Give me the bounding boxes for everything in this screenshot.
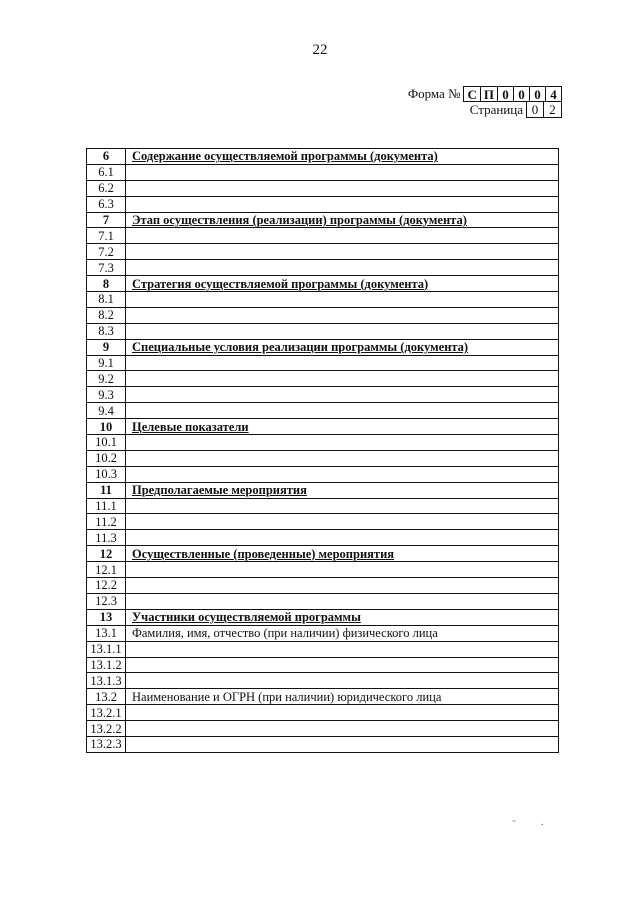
row-number: 9 xyxy=(87,339,126,355)
row-number: 11.2 xyxy=(87,514,126,530)
row-content: Участники осуществляемой программы xyxy=(126,609,559,625)
section-row xyxy=(87,482,559,498)
table-row xyxy=(87,721,559,737)
row-number: 12.3 xyxy=(87,593,126,609)
row-content xyxy=(126,292,559,308)
table-row xyxy=(87,466,559,482)
table-row xyxy=(87,450,559,466)
row-number: 9.4 xyxy=(87,403,126,419)
row-number: 13.1.2 xyxy=(87,657,126,673)
row-number: 8 xyxy=(87,276,126,292)
row-content xyxy=(126,736,559,752)
form-code-cell: 0 xyxy=(530,86,546,102)
row-number: 13.2 xyxy=(87,689,126,705)
row-content xyxy=(126,562,559,578)
form-code-cell: 0 xyxy=(498,86,514,102)
row-content: Целевые показатели xyxy=(126,419,559,435)
row-number: 8.1 xyxy=(87,292,126,308)
row-number: 13.2.1 xyxy=(87,705,126,721)
form-number-label: Форма № xyxy=(407,86,461,101)
section-row xyxy=(87,546,559,562)
row-number: 6 xyxy=(87,149,126,165)
row-number: 9.2 xyxy=(87,371,126,387)
row-content xyxy=(126,705,559,721)
table-row xyxy=(87,323,559,339)
row-number: 13.1.3 xyxy=(87,673,126,689)
section-row xyxy=(87,212,559,228)
row-content: Стратегия осуществляемой программы (документа) xyxy=(126,276,559,292)
form-code-cell: П xyxy=(481,86,498,102)
row-content xyxy=(126,164,559,180)
row-content: Фамилия, имя, отчество (при наличии) физического лица xyxy=(126,625,559,641)
row-number: 10.3 xyxy=(87,466,126,482)
form-code-cell: С xyxy=(463,86,480,102)
row-number: 10.1 xyxy=(87,435,126,451)
row-number: 12 xyxy=(87,546,126,562)
table-row xyxy=(87,689,559,705)
row-number: 11.3 xyxy=(87,530,126,546)
row-number: 13.1.1 xyxy=(87,641,126,657)
table-row xyxy=(87,387,559,403)
row-number: 8.3 xyxy=(87,323,126,339)
row-content: Предполагаемые мероприятия xyxy=(126,482,559,498)
row-content xyxy=(126,498,559,514)
row-number: 10 xyxy=(87,419,126,435)
program-form-table xyxy=(86,148,559,753)
table-row xyxy=(87,673,559,689)
page-number: 22 xyxy=(312,42,328,58)
table-row xyxy=(87,530,559,546)
table-row xyxy=(87,307,559,323)
row-content xyxy=(126,244,559,260)
row-number: 7.1 xyxy=(87,228,126,244)
row-content: Наименование и ОГРН (при наличии) юридического лица xyxy=(126,689,559,705)
table-row xyxy=(87,736,559,752)
row-number: 8.2 xyxy=(87,307,126,323)
section-row xyxy=(87,339,559,355)
page-code-label: Страница xyxy=(469,102,523,117)
row-number: 10.2 xyxy=(87,450,126,466)
row-number: 12.1 xyxy=(87,562,126,578)
row-content xyxy=(126,196,559,212)
row-number: 6.3 xyxy=(87,196,126,212)
row-content: Специальные условия реализации программы (документа) xyxy=(126,339,559,355)
scan-specks: ˝ · xyxy=(512,820,544,831)
row-content xyxy=(126,530,559,546)
table-row xyxy=(87,371,559,387)
row-number: 7.3 xyxy=(87,260,126,276)
table-row xyxy=(87,641,559,657)
table-row xyxy=(87,164,559,180)
row-content xyxy=(126,657,559,673)
row-content xyxy=(126,514,559,530)
section-row xyxy=(87,419,559,435)
row-content xyxy=(126,228,559,244)
row-number: 7 xyxy=(87,212,126,228)
row-number: 12.2 xyxy=(87,578,126,594)
section-row xyxy=(87,149,559,165)
table-row xyxy=(87,593,559,609)
form-code-block xyxy=(408,86,562,118)
row-content xyxy=(126,323,559,339)
row-content xyxy=(126,355,559,371)
row-content xyxy=(126,403,559,419)
row-number: 9.3 xyxy=(87,387,126,403)
table-row xyxy=(87,498,559,514)
table-row xyxy=(87,705,559,721)
table-row xyxy=(87,657,559,673)
table-row xyxy=(87,514,559,530)
page-code-cell: 0 xyxy=(526,102,544,118)
table-body xyxy=(87,149,559,753)
row-number: 13.2.2 xyxy=(87,721,126,737)
row-content xyxy=(126,641,559,657)
form-number-row xyxy=(408,86,562,102)
table-row xyxy=(87,180,559,196)
table-row xyxy=(87,260,559,276)
row-content: Содержание осуществляемой программы (документа) xyxy=(126,149,559,165)
row-content: Этап осуществления (реализации) программы (документа) xyxy=(126,212,559,228)
table-row xyxy=(87,292,559,308)
row-number: 13.2.3 xyxy=(87,736,126,752)
row-number: 13.1 xyxy=(87,625,126,641)
row-content xyxy=(126,435,559,451)
row-number: 9.1 xyxy=(87,355,126,371)
row-number: 11 xyxy=(87,482,126,498)
row-content xyxy=(126,578,559,594)
row-content xyxy=(126,387,559,403)
table-row xyxy=(87,228,559,244)
row-content xyxy=(126,180,559,196)
row-content xyxy=(126,307,559,323)
row-number: 11.1 xyxy=(87,498,126,514)
section-row xyxy=(87,276,559,292)
table-row xyxy=(87,244,559,260)
form-code-cell: 4 xyxy=(546,86,562,102)
row-number: 13 xyxy=(87,609,126,625)
row-content xyxy=(126,466,559,482)
row-number: 7.2 xyxy=(87,244,126,260)
table-row xyxy=(87,562,559,578)
row-number: 6.1 xyxy=(87,164,126,180)
table-row xyxy=(87,355,559,371)
section-row xyxy=(87,609,559,625)
table-row xyxy=(87,625,559,641)
table-row xyxy=(87,403,559,419)
table-row xyxy=(87,578,559,594)
form-code-cell: 0 xyxy=(514,86,530,102)
row-content xyxy=(126,673,559,689)
row-content: Осуществленные (проведенные) мероприятия xyxy=(126,546,559,562)
row-number: 6.2 xyxy=(87,180,126,196)
row-content xyxy=(126,260,559,276)
table-row xyxy=(87,435,559,451)
row-content xyxy=(126,450,559,466)
page-code-row xyxy=(408,102,562,118)
row-content xyxy=(126,721,559,737)
row-content xyxy=(126,371,559,387)
table-row xyxy=(87,196,559,212)
page-code-cell: 2 xyxy=(544,102,562,118)
row-content xyxy=(126,593,559,609)
